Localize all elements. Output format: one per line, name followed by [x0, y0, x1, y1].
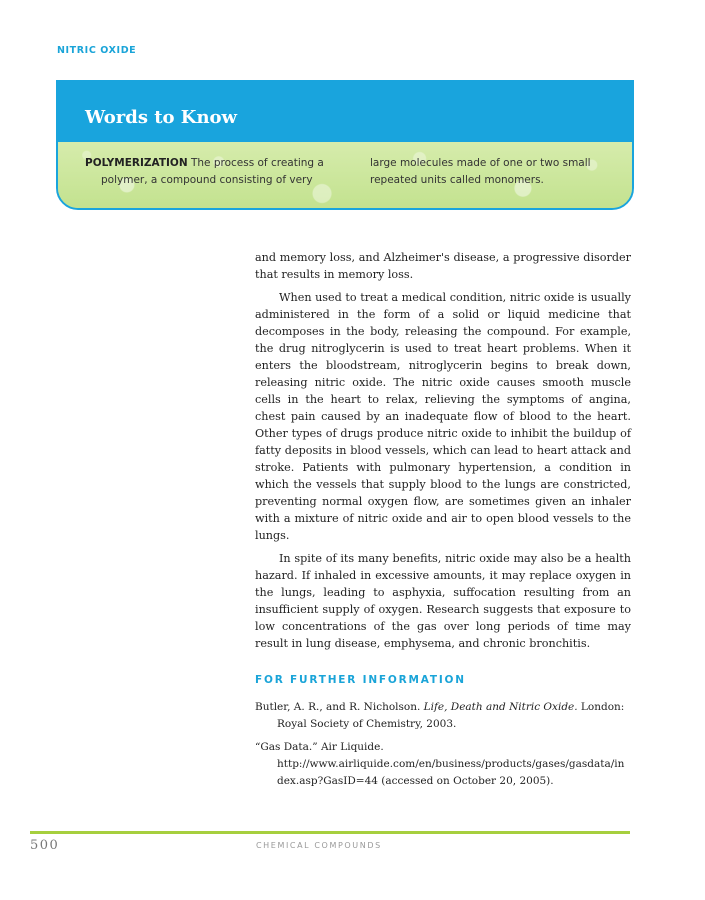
reference-1-authors: Butler, A. R., and R. Nicholson.	[255, 701, 424, 713]
reference-2-url[interactable]: http://www.airliquide.com/en/business/products/gases/gasdata/index.asp?GasID=44 (accessed on October 20, 2005).	[277, 758, 625, 787]
reference-2-title: “Gas Data.” Air Liquide.	[255, 741, 384, 753]
definition-line-4: repeated units called monomers.	[370, 174, 544, 186]
reference-2	[255, 739, 631, 790]
reference-1-title: Life, Death and Nitric Oxide.	[423, 701, 578, 713]
further-info-heading: FOR FURTHER INFORMATION	[255, 674, 466, 686]
book-title: CHEMICAL COMPOUNDS	[256, 841, 382, 850]
body-paragraph-1: and memory loss, and Alzheimer's disease, a progressive disorder that results in memory loss.	[255, 251, 631, 281]
words-to-know-title: Words to Know	[85, 107, 238, 128]
words-to-know-body	[58, 142, 632, 208]
page-number: 500	[30, 838, 60, 853]
glossary-term: POLYMERIZATION	[85, 157, 188, 169]
body-paragraph-3: In spite of its many benefits, nitric oxide may also be a health hazard. If inhaled in excessive amounts, it may replace oxygen in the lungs, leading to asphyxia, suffocation resulting from an insufficient supply of oxygen. Research suggests that exposure to low concentrations of the gas over long periods of time may result in lung disease, emphysema, and chronic bronchitis.	[255, 552, 631, 650]
definition-column-1	[85, 155, 355, 189]
words-to-know-box	[56, 80, 634, 210]
definition-column-2	[370, 155, 620, 189]
body-paragraph-2: When used to treat a medical condition, nitric oxide is usually administered in the form of a solid or liquid medicine that decomposes in the body, releasing the compound. For example, the drug nitroglycerin is used to treat heart problems. When it enters the bloodstream, nitroglycerin begins to break down, releasing nitric oxide. The nitric oxide causes smooth muscle cells in the heart to relax, relieving the symptoms of angina, chest pain caused by an inadequate flow of blood to the heart. Other types of drugs produce nitric oxide to inhibit the buildup of fatty deposits in blood vessels, which can lead to heart attack and stroke. Patients with pulmonary hypertension, a condition in which the vessels that supply blood to the lungs are constricted, preventing normal oxygen flow, are sometimes given an inhaler with a mixture of nitric oxide and air to open blood vessels to the lungs.	[255, 291, 631, 542]
main-text	[255, 249, 631, 796]
words-to-know-header	[58, 82, 632, 142]
reference-1	[255, 699, 631, 733]
reference-1-publisher: London: Royal Society of Chemistry, 2003.	[277, 701, 625, 730]
definition-line-1: The process of creating a	[187, 157, 324, 169]
footer-rule	[30, 831, 630, 834]
running-head: NITRIC OXIDE	[57, 45, 137, 56]
definition-line-2: polymer, a compound consisting of very	[101, 174, 313, 186]
definition-line-3: large molecules made of one or two small	[370, 157, 591, 169]
